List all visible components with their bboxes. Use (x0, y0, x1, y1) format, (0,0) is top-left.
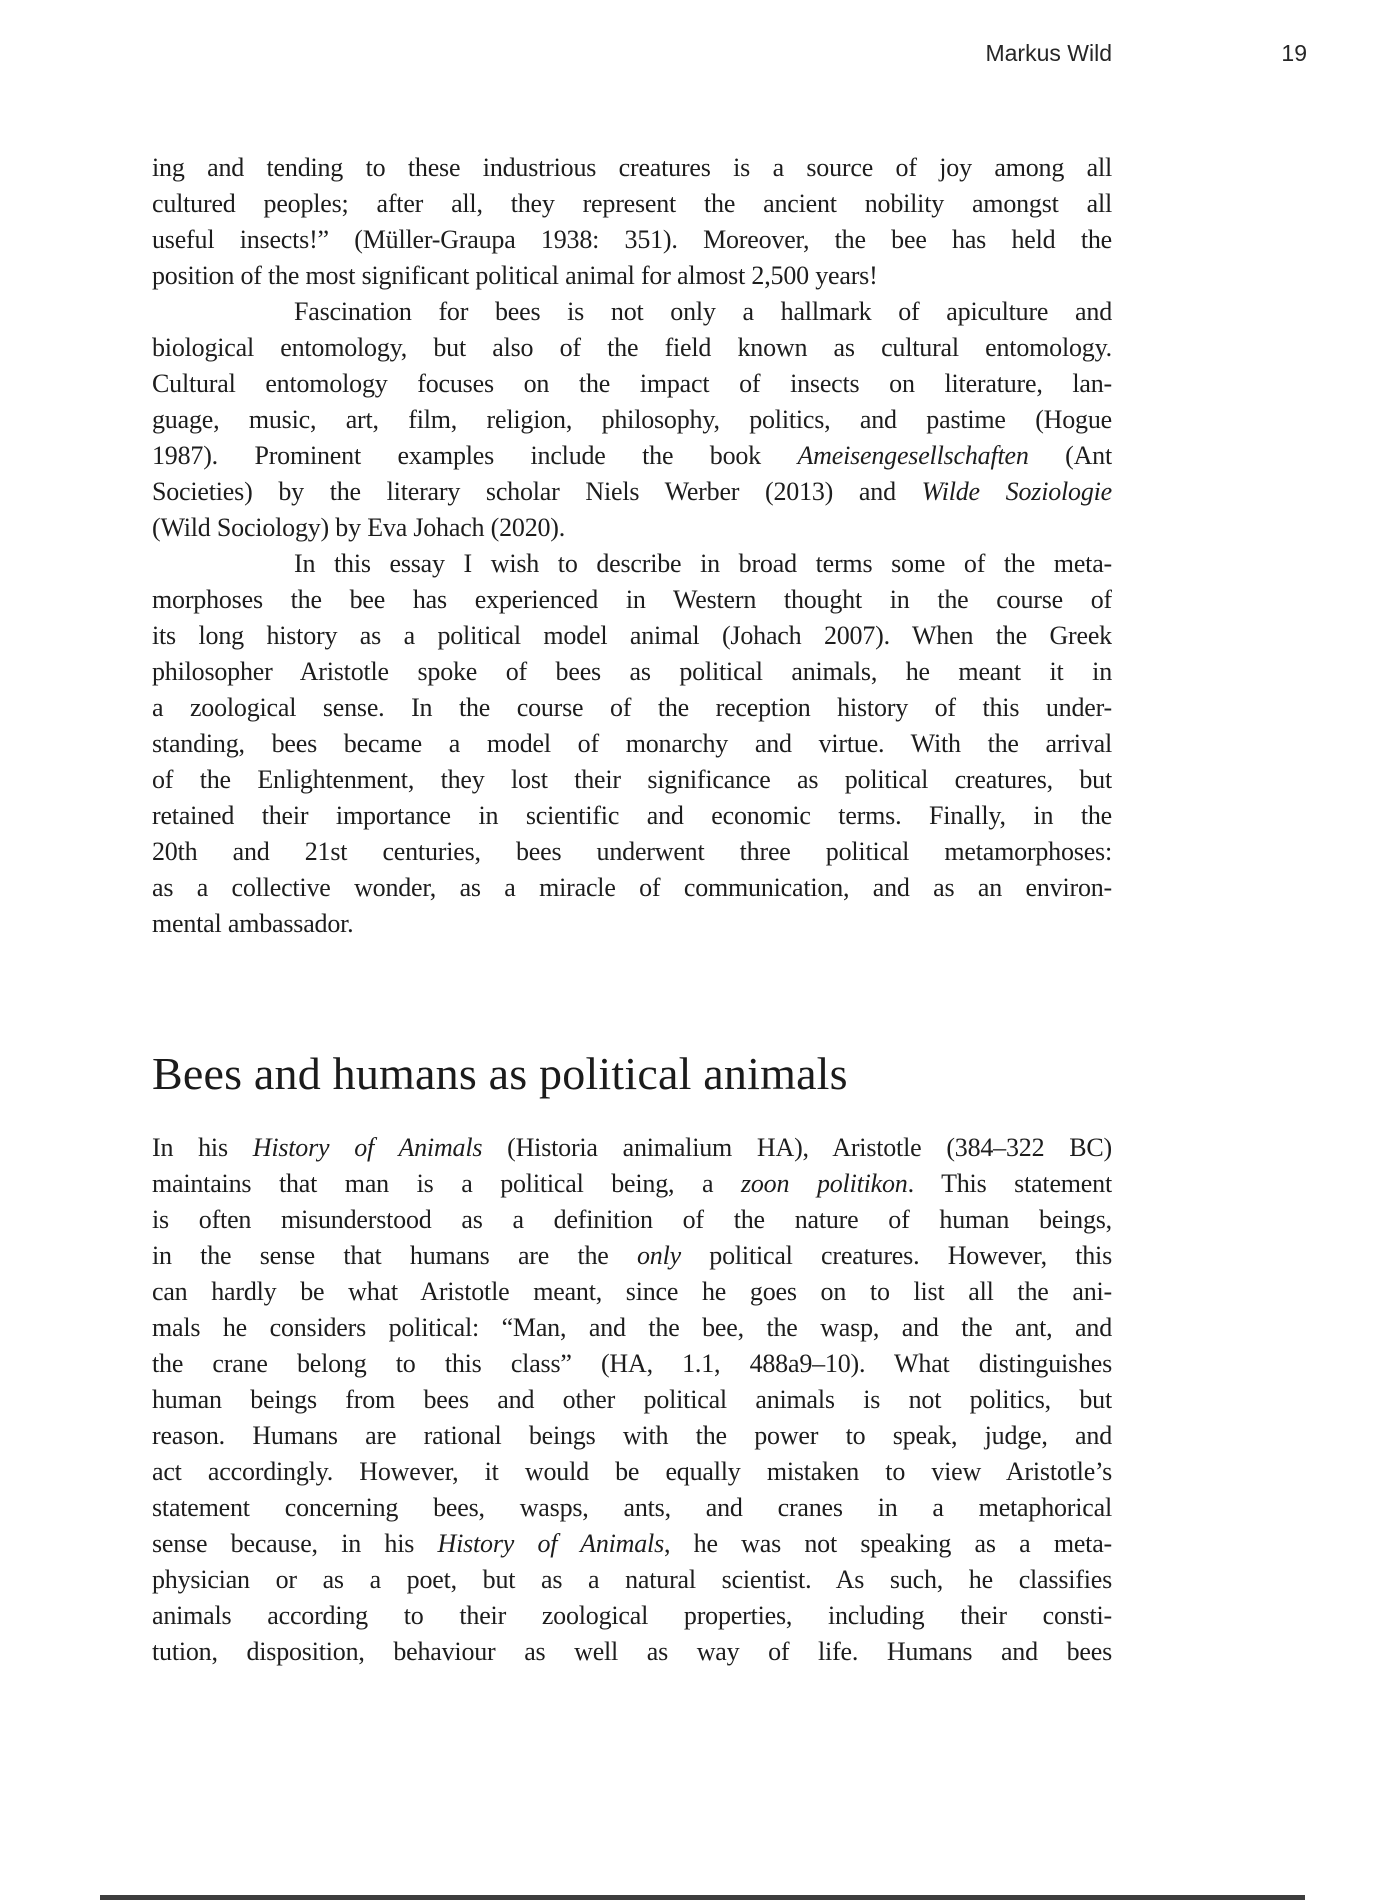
text-line (152, 1238, 1112, 1274)
text-line (152, 1490, 1112, 1526)
text-line (152, 1166, 1112, 1202)
text-line (152, 1202, 1112, 1238)
text-run: reason. Humans are rational beings with the power to speak, judge, and (152, 1421, 1112, 1450)
section-heading: Bees and humans as political animals (152, 1048, 848, 1099)
running-header-author: Markus Wild (985, 40, 1112, 66)
paragraph (152, 1130, 1112, 1670)
text-run: of the Enlightenment, they lost their significance as political creatures, but (152, 765, 1112, 794)
italic-run: Wilde Soziologie (921, 477, 1112, 506)
text-run: its long history as a political model animal (Johach 2007). When the Greek (152, 621, 1112, 650)
text-run: Fascination for bees is not only a hallmark of apiculture and (294, 297, 1112, 326)
text-line (152, 1634, 1112, 1670)
text-run: maintains that man is a political being, a (152, 1169, 741, 1198)
text-run: tution, disposition, behaviour as well as way of life. Humans and bees (152, 1637, 1112, 1666)
text-run: In this essay I wish to describe in broad terms some of the meta- (294, 549, 1112, 578)
text-line (152, 1130, 1112, 1166)
text-run: sense because, in his (152, 1529, 438, 1558)
text-line (152, 654, 1112, 690)
text-line (152, 1562, 1112, 1598)
text-line (152, 1598, 1112, 1634)
text-run: human beings from bees and other political animals is not politics, but (152, 1385, 1112, 1414)
text-run: is often misunderstood as a definition of the nature of human beings, (152, 1205, 1112, 1234)
text-run: (Historia animalium HA), Aristotle (384–322 BC) (482, 1133, 1112, 1162)
paragraph (152, 294, 1112, 546)
text-run: a zoological sense. In the course of the reception history of this under- (152, 693, 1112, 722)
text-line (152, 438, 1112, 474)
text-line (152, 186, 1112, 222)
text-line (152, 258, 1112, 294)
text-run: cultured peoples; after all, they represent the ancient nobility amongst all (152, 189, 1112, 218)
text-run: can hardly be what Aristotle meant, since he goes on to list all the ani- (152, 1277, 1112, 1306)
text-run: physician or as a poet, but as a natural scientist. As such, he classifies (152, 1565, 1112, 1594)
text-line (152, 762, 1112, 798)
text-run: (Wild Sociology) by Eva Johach (2020). (152, 513, 566, 542)
text-line (152, 618, 1112, 654)
text-line (152, 150, 1112, 186)
text-run: the crane belong to this class” (HA, 1.1, 488a9–10). What distinguishes (152, 1349, 1112, 1378)
text-run: statement concerning bees, wasps, ants, and cranes in a metaphorical (152, 1493, 1112, 1522)
text-line (152, 546, 1112, 582)
text-line (152, 294, 1112, 330)
text-run: biological entomology, but also of the field known as cultural entomology. (152, 333, 1112, 362)
text-run: in the sense that humans are the (152, 1241, 637, 1270)
text-line (152, 1274, 1112, 1310)
page-bottom-edge (100, 1895, 1305, 1900)
text-run: In his (152, 1133, 253, 1162)
text-line (152, 582, 1112, 618)
text-line (152, 726, 1112, 762)
italic-run: only (636, 1241, 681, 1270)
text-line (152, 1382, 1112, 1418)
text-run: political creatures. However, this (680, 1241, 1112, 1270)
text-line (152, 1346, 1112, 1382)
text-run: 1987). Prominent examples include the book (152, 441, 798, 470)
text-line (152, 510, 1112, 546)
text-run: standing, bees became a model of monarchy and virtue. With the arrival (152, 729, 1112, 758)
text-run: (Ant (1028, 441, 1112, 470)
running-header (0, 40, 1400, 70)
text-run: useful insects!” (Müller-Graupa 1938: 351). Moreover, the bee has held the (152, 225, 1112, 254)
italic-run: zoon politikon (740, 1169, 908, 1198)
text-run: , he was not speaking as a meta- (664, 1529, 1112, 1558)
text-run: Societies) by the literary scholar Niels Werber (2013) and (152, 477, 922, 506)
italic-run: Ameisengesellschaften (797, 441, 1029, 470)
italic-run: History of Animals (437, 1529, 664, 1558)
text-line (152, 1310, 1112, 1346)
text-line (152, 222, 1112, 258)
text-run: guage, music, art, film, religion, philosophy, politics, and pastime (Hogue (152, 405, 1112, 434)
italic-run: History of Animals (252, 1133, 483, 1162)
paragraph (152, 546, 1112, 942)
text-run: as a collective wonder, as a miracle of communication, and as an environ- (152, 873, 1112, 902)
text-line (152, 870, 1112, 906)
body-text (152, 150, 1112, 1670)
text-line (152, 1418, 1112, 1454)
text-line (152, 474, 1112, 510)
text-line (152, 366, 1112, 402)
text-line (152, 330, 1112, 366)
paragraph (152, 150, 1112, 294)
text-run: mental ambassador. (152, 909, 354, 938)
text-run: morphoses the bee has experienced in Western thought in the course of (152, 585, 1112, 614)
text-run: retained their importance in scientific and economic terms. Finally, in the (152, 801, 1112, 830)
text-run: Cultural entomology focuses on the impact of insects on literature, lan- (152, 369, 1112, 398)
text-run: philosopher Aristotle spoke of bees as political animals, he meant it in (152, 657, 1112, 686)
text-line (152, 1454, 1112, 1490)
text-line (152, 906, 1112, 942)
text-line (152, 798, 1112, 834)
text-run: position of the most significant political animal for almost 2,500 years! (152, 261, 878, 290)
text-run: animals according to their zoological properties, including their consti- (152, 1601, 1112, 1630)
text-run: . This statement (907, 1169, 1112, 1198)
text-line (152, 402, 1112, 438)
text-run: mals he considers political: “Man, and the bee, the wasp, and the ant, and (152, 1313, 1112, 1342)
text-run: ing and tending to these industrious creatures is a source of joy among all (152, 153, 1112, 182)
page-number: 19 (1281, 40, 1307, 66)
text-line (152, 690, 1112, 726)
text-run: act accordingly. However, it would be equally mistaken to view Aristotle’s (152, 1457, 1112, 1486)
text-line (152, 1526, 1112, 1562)
text-run: 20th and 21st centuries, bees underwent three political metamorphoses: (152, 837, 1112, 866)
text-line (152, 834, 1112, 870)
